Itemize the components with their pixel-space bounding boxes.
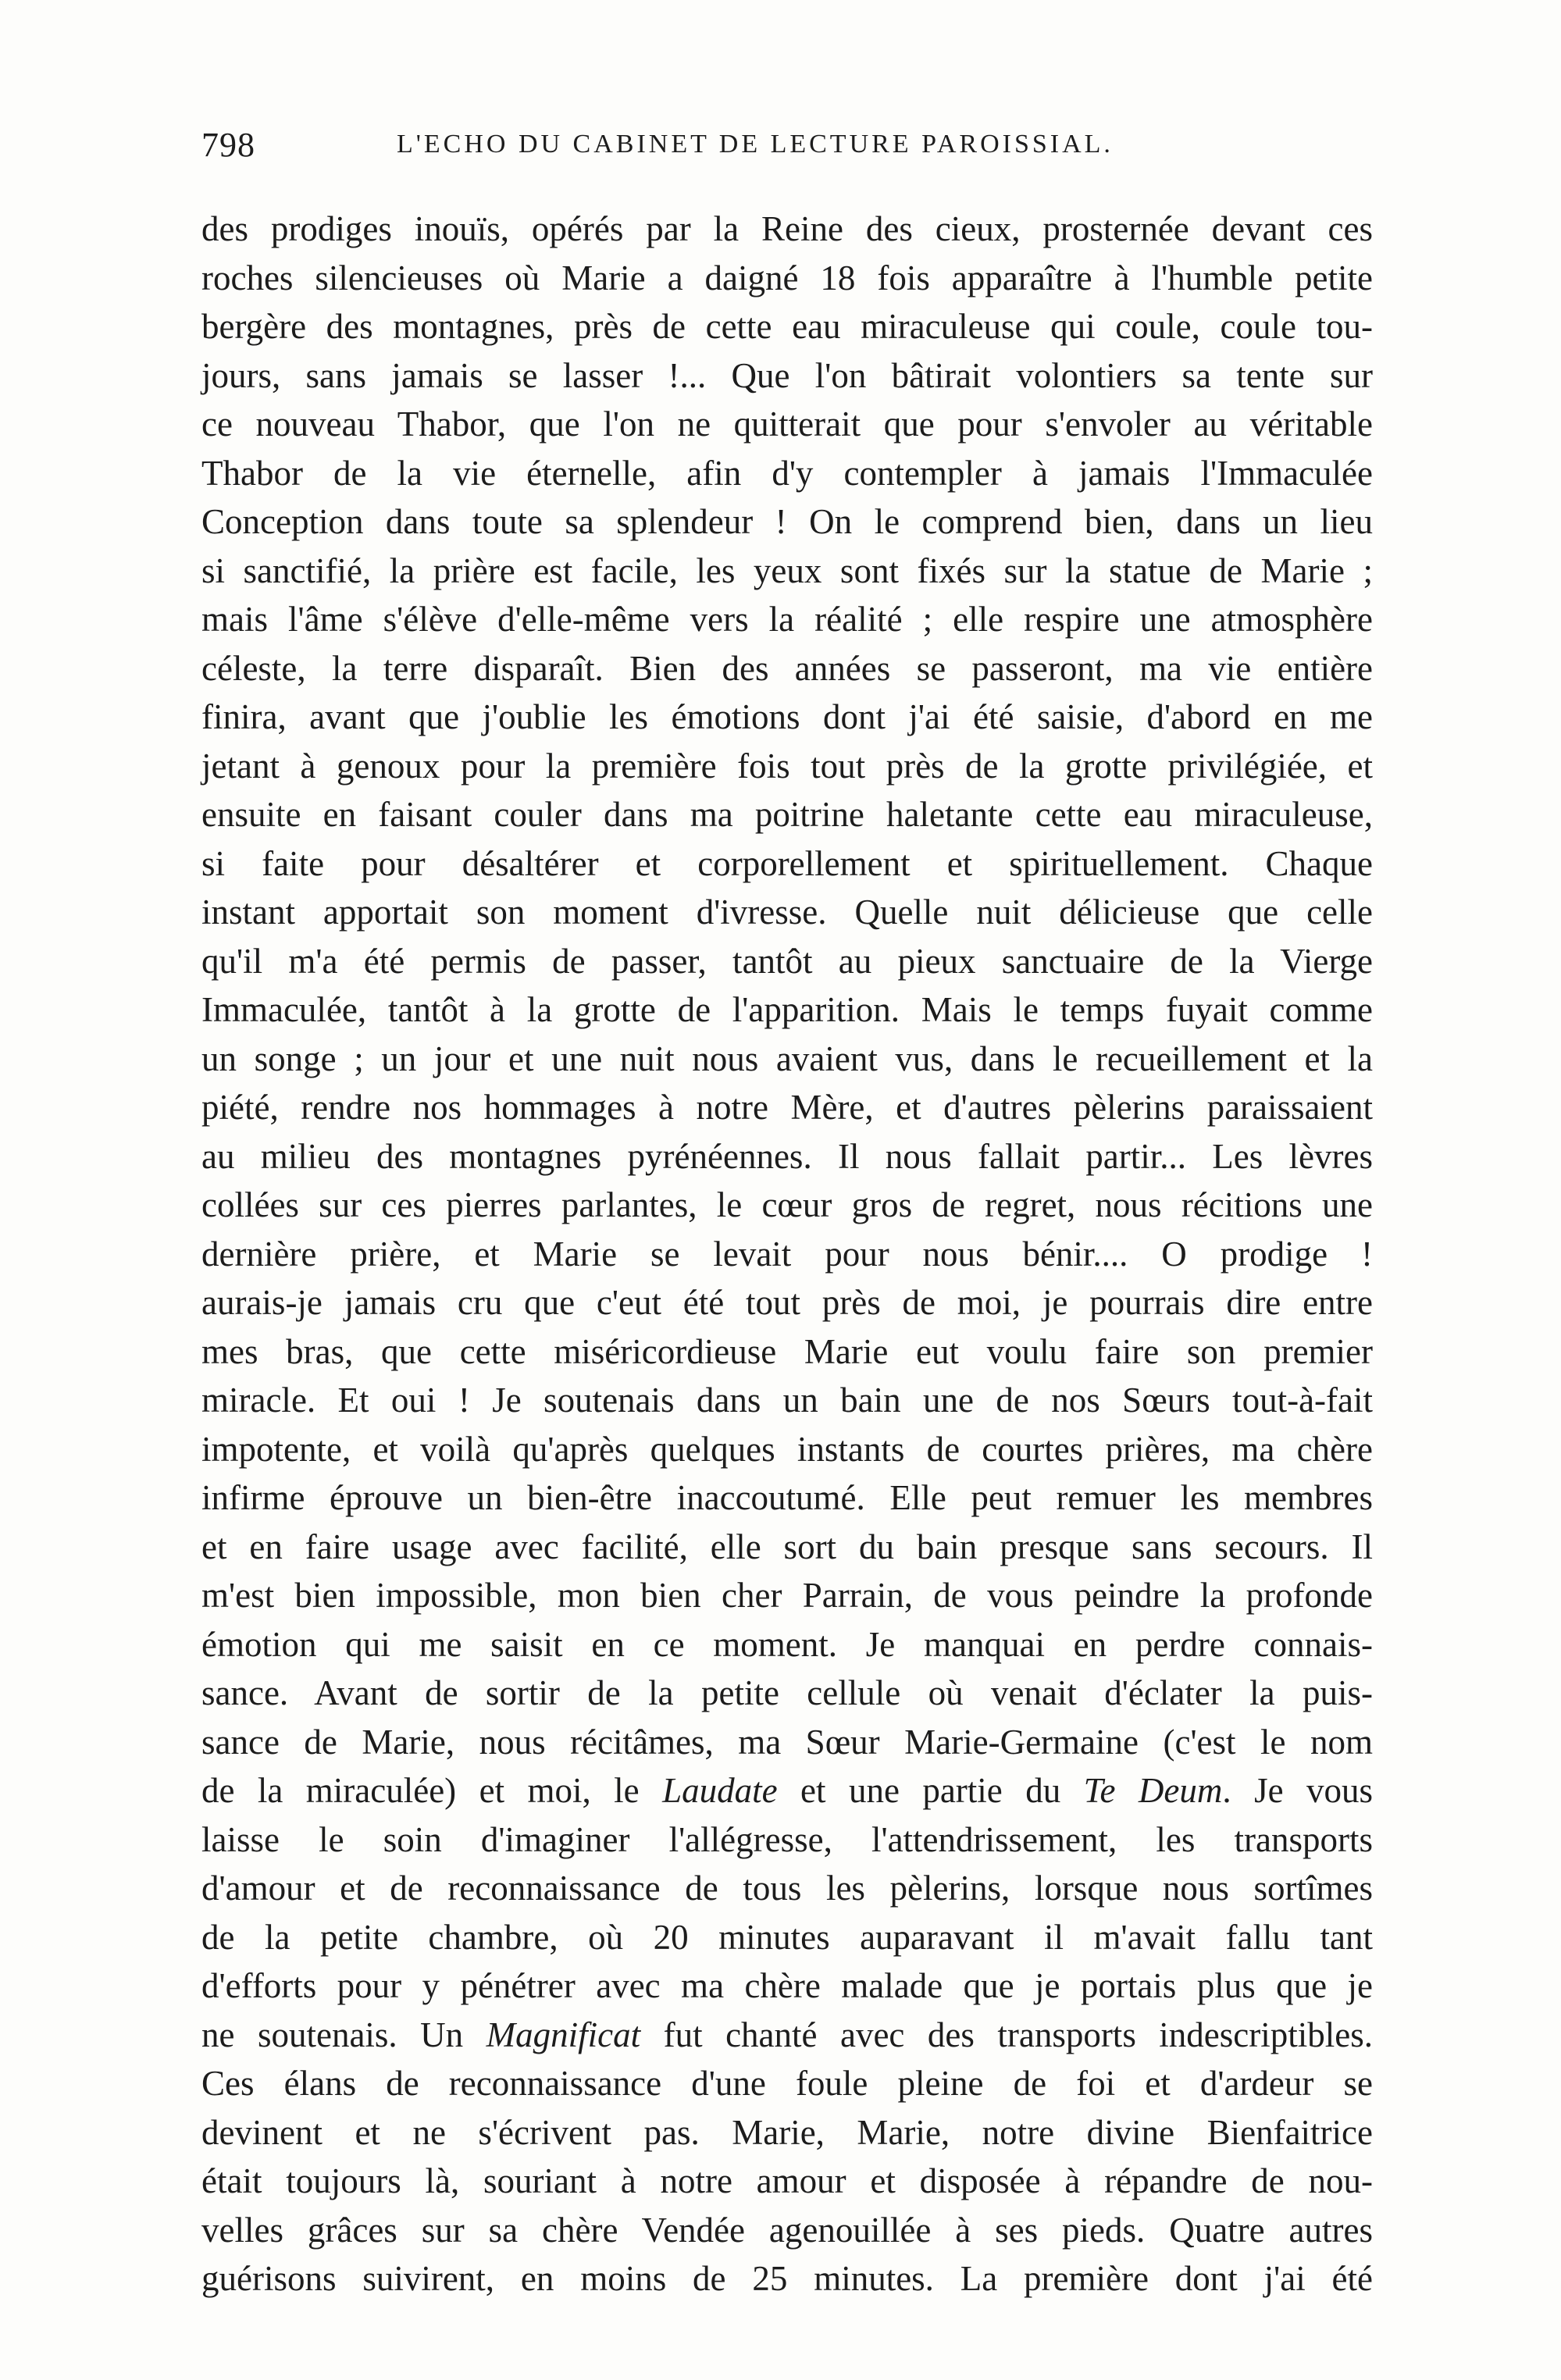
text-line: d'amour et de reconnaissance de tous les pèlerins, lorsque nous sortîmes [201,1869,1373,1908]
text-line: sance. Avant de sortir de la petite cellule où venait d'éclater la puis- [201,1673,1373,1712]
page-number: 798 [201,126,255,164]
text-line: émotion qui me saisit en ce moment. Je manquai en perdre connais- [201,1624,1373,1664]
text-line: roches silencieuses où Marie a daigné 18 fois apparaître à l'humble petite [201,258,1373,298]
page-header [201,125,1373,172]
text-line: sance de Marie, nous récitâmes, ma Sœur Marie-Germaine (c'est le nom [201,1722,1373,1762]
text-line: d'efforts pour y pénétrer avec ma chère malade que je portais plus que je [201,1966,1373,2005]
text-line: si sanctifié, la prière est facile, les yeux sont fixés sur la statue de Marie ; [201,550,1373,590]
text-line: finira, avant que j'oublie les émotions dont j'ai été saisie, d'abord en me [201,697,1373,736]
text-line: mais l'âme s'élève d'elle-même vers la réalité ; elle respire une atmosphère [201,600,1373,639]
running-title: L'ECHO DU CABINET DE LECTURE PAROISSIAL. [397,130,1114,159]
text-line: aurais-je jamais cru que c'eut été tout près de moi, je pourrais dire entre [201,1283,1373,1322]
text-line: Ces élans de reconnaissance d'une foule pleine de foi et d'ardeur se [201,2064,1373,2103]
text-line: devinent et ne s'écrivent pas. Marie, Marie, notre divine Bienfaitrice [201,2112,1373,2152]
text-line: ce nouveau Thabor, que l'on ne quitterait que pour s'envoler au véritable [201,404,1373,444]
text-line: mes bras, que cette miséricordieuse Marie eut voulu faire son premier [201,1331,1373,1371]
text-line: impotente, et voilà qu'après quelques instants de courtes prières, ma chère [201,1429,1373,1469]
italic-text: Laudate [662,1771,778,1810]
text-line: m'est bien impossible, mon bien cher Parrain, de vous peindre la profonde [201,1576,1373,1615]
italic-text: Magnificat [486,2015,641,2054]
text-line: guérisons suivirent, en moins de 25 minutes. La première dont j'ai été [201,2259,1373,2298]
text-line: ensuite en faisant couler dans ma poitrine haletante cette eau miraculeuse, [201,795,1373,834]
italic-text: Te Deum [1083,1771,1223,1810]
text-line: collées sur ces pierres parlantes, le cœur gros de regret, nous récitions une [201,1185,1373,1224]
text-line: des prodiges inouïs, opérés par la Reine des cieux, prosternée devant ces [201,209,1373,248]
text-line: bergère des montagnes, près de cette eau miraculeuse qui coule, coule tou- [201,307,1373,346]
text-line: dernière prière, et Marie se levait pour nous bénir.... O prodige ! [201,1234,1373,1274]
text-line: instant apportait son moment d'ivresse. Quelle nuit délicieuse que celle [201,892,1373,932]
text-line: était toujours là, souriant à notre amour et disposée à répandre de nou- [201,2161,1373,2200]
text-line: un songe ; un jour et une nuit nous avaient vus, dans le recueillement et la [201,1039,1373,1078]
text-line: laisse le soin d'imaginer l'allégresse, l'attendrissement, les transports [201,1819,1373,1859]
text-line: si faite pour désaltérer et corporellement et spirituellement. Chaque [201,843,1373,883]
text-line: et en faire usage avec facilité, elle sort du bain presque sans secours. Il [201,1527,1373,1566]
text-line: jetant à genoux pour la première fois tout près de la grotte privilégiée, et [201,746,1373,786]
text-line: ne soutenais. Un Magnificat fut chanté avec des transports indescriptibles. [201,2015,1373,2054]
text-line: au milieu des montagnes pyrénéennes. Il nous fallait partir... Les lèvres [201,1136,1373,1176]
text-line: qu'il m'a été permis de passer, tantôt au pieux sanctuaire de la Vierge [201,941,1373,981]
text-line: de la petite chambre, où 20 minutes auparavant il m'avait fallu tant [201,1917,1373,1957]
body-text [201,205,1373,2303]
text-line: céleste, la terre disparaît. Bien des années se passeront, ma vie entière [201,648,1373,688]
text-line: Conception dans toute sa splendeur ! On le comprend bien, dans un lieu [201,502,1373,541]
text-line: piété, rendre nos hommages à notre Mère, et d'autres pèlerins paraissaient [201,1088,1373,1127]
text-line: jours, sans jamais se lasser !... Que l'on bâtirait volontiers sa tente sur [201,355,1373,395]
text-line: Thabor de la vie éternelle, afin d'y contempler à jamais l'Immaculée [201,453,1373,493]
text-line: velles grâces sur sa chère Vendée agenouillée à ses pieds. Quatre autres [201,2210,1373,2250]
text-line: miracle. Et oui ! Je soutenais dans un bain une de nos Sœurs tout-à-fait [201,1381,1373,1420]
text-line: infirme éprouve un bien-être inaccoutumé. Elle peut remuer les membres [201,1478,1373,1517]
text-line: Immaculée, tantôt à la grotte de l'apparition. Mais le temps fuyait comme [201,990,1373,1029]
text-line: de la miraculée) et moi, le Laudate et une partie du Te Deum. Je vous [201,1771,1374,1810]
